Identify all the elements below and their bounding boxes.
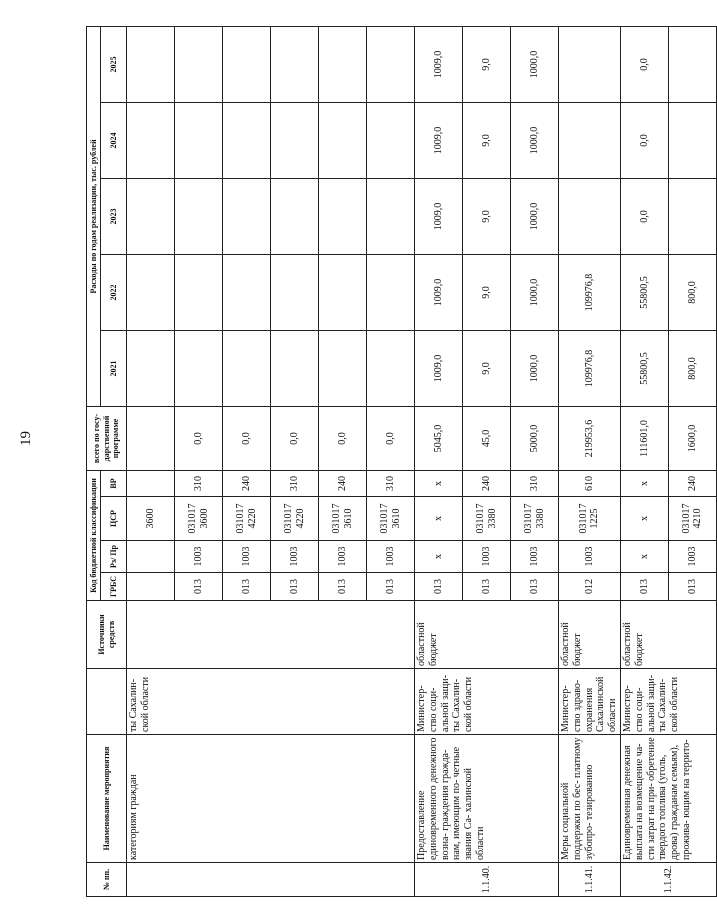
cell-csr: 031017 3600 (175, 497, 223, 541)
cell-y2023 (271, 178, 319, 254)
cell-y2023 (668, 178, 716, 254)
cell-csr: 031017 4220 (271, 497, 319, 541)
cell-y2022 (223, 254, 271, 330)
cell-y2025: 1009,0 (415, 26, 463, 102)
cell-y2025 (175, 26, 223, 102)
cell-y2024 (127, 102, 175, 178)
cell-vr (127, 470, 175, 496)
cell-grbs: 013 (319, 573, 367, 601)
cell-rzpr: 1003 (511, 541, 559, 573)
item-no: 1.1.41. (559, 863, 621, 897)
cell-y2022: 800,0 (668, 254, 716, 330)
cell-grbs: 013 (415, 573, 463, 601)
header-year-2025: 2025 (101, 26, 127, 102)
cell-rzpr: 1003 (223, 541, 271, 573)
budget-table-sheet (86, 27, 704, 897)
cell-y2023 (367, 178, 415, 254)
item-name: Предоставление единовременного денежного возна- граждения гражда- нам, имеющим по- четные звания Са- халинской области (415, 735, 559, 863)
cell-vr: 310 (367, 470, 415, 496)
cell-grbs: 012 (559, 573, 621, 601)
cell-y2024 (367, 102, 415, 178)
cell-csr: 031017 3380 (511, 497, 559, 541)
table-row (559, 26, 621, 896)
cell-y2025 (319, 26, 367, 102)
cell-csr: 031017 3380 (463, 497, 511, 541)
cell-y2023: 1000,0 (511, 178, 559, 254)
cell-grbs: 013 (511, 573, 559, 601)
cell-y2022 (367, 254, 415, 330)
cell-y2021 (175, 330, 223, 406)
cell-y2021 (367, 330, 415, 406)
cell-grbs: 013 (620, 573, 668, 601)
cell-y2025: 0,0 (620, 26, 668, 102)
cell-y2024: 1000,0 (511, 102, 559, 178)
table-row (620, 26, 668, 896)
header-year-2021: 2021 (101, 330, 127, 406)
table-row (415, 26, 463, 896)
cell-y2024 (223, 102, 271, 178)
cell-y2021: 9,0 (463, 330, 511, 406)
cell-total: 5045,0 (415, 406, 463, 470)
cell-y2022 (127, 254, 175, 330)
cell-y2025 (223, 26, 271, 102)
cell-y2022: 55800,5 (620, 254, 668, 330)
cell-y2024 (175, 102, 223, 178)
cell-y2024 (319, 102, 367, 178)
cell-y2024: 1009,0 (415, 102, 463, 178)
header-rzpr: Рз/ Пр (101, 541, 127, 573)
cell-y2021 (223, 330, 271, 406)
header-year-2023: 2023 (101, 178, 127, 254)
cell-rzpr: х (415, 541, 463, 573)
page-number: 19 (18, 431, 34, 446)
cell-y2022: 109976,8 (559, 254, 621, 330)
cell-y2021 (127, 330, 175, 406)
cell-total: 0,0 (223, 406, 271, 470)
cell-total: 45,0 (463, 406, 511, 470)
item-name: Единовременная денежная выплата на возмещение ча- сти затрат на при- обретение твердого топлива (уголь, дрова) гражданам семьям), прожива- ющим на террито- (620, 735, 716, 863)
item-name: категориям граждан (127, 735, 415, 863)
table-row (127, 26, 175, 896)
cell-grbs (127, 573, 175, 601)
cell-y2025 (668, 26, 716, 102)
cell-total: 111601,0 (620, 406, 668, 470)
cell-y2021: 1009,0 (415, 330, 463, 406)
item-source: областной бюджет (620, 601, 716, 669)
cell-y2023 (223, 178, 271, 254)
cell-vr: 310 (271, 470, 319, 496)
cell-y2025 (127, 26, 175, 102)
cell-grbs: 013 (463, 573, 511, 601)
cell-y2024: 9,0 (463, 102, 511, 178)
cell-csr: х (415, 497, 463, 541)
cell-vr: х (415, 470, 463, 496)
cell-y2022 (175, 254, 223, 330)
cell-y2022: 1000,0 (511, 254, 559, 330)
cell-y2022: 1009,0 (415, 254, 463, 330)
cell-vr: 240 (668, 470, 716, 496)
cell-grbs: 013 (271, 573, 319, 601)
cell-rzpr: 1003 (668, 541, 716, 573)
cell-grbs: 013 (668, 573, 716, 601)
item-source: областной бюджет (559, 601, 621, 669)
cell-y2024 (668, 102, 716, 178)
cell-rzpr (127, 541, 175, 573)
cell-total: 0,0 (271, 406, 319, 470)
cell-csr: 031017 1225 (559, 497, 621, 541)
cell-y2022: 9,0 (463, 254, 511, 330)
cell-csr: 031017 4220 (223, 497, 271, 541)
cell-y2023 (175, 178, 223, 254)
item-no: 1.1.40. (415, 863, 559, 897)
cell-y2023 (319, 178, 367, 254)
header-name: Наименование мероприятия (87, 735, 127, 863)
cell-y2025 (367, 26, 415, 102)
cell-csr: 3600 (127, 497, 175, 541)
cell-y2022 (271, 254, 319, 330)
cell-y2023 (559, 178, 621, 254)
item-no (127, 863, 415, 897)
cell-y2021: 800,0 (668, 330, 716, 406)
cell-grbs: 013 (223, 573, 271, 601)
item-executor: Министер- ство соци- альной защи- ты Сахалин- ской области (620, 669, 716, 735)
cell-grbs: 013 (175, 573, 223, 601)
cell-rzpr: 1003 (319, 541, 367, 573)
cell-vr: 310 (511, 470, 559, 496)
budget-table (86, 26, 717, 897)
header-expenses: Расходы по годам реализации, тыс. рублей (87, 26, 101, 406)
cell-total: 0,0 (367, 406, 415, 470)
item-source (127, 601, 415, 669)
cell-y2024: 0,0 (620, 102, 668, 178)
cell-y2024 (559, 102, 621, 178)
table-body (127, 26, 717, 896)
cell-y2025 (559, 26, 621, 102)
cell-csr: 031017 3610 (319, 497, 367, 541)
cell-vr: 240 (463, 470, 511, 496)
header-source: Источники средств (87, 601, 127, 669)
cell-vr: 610 (559, 470, 621, 496)
header-total: всего по госу- дарственной программе (87, 406, 127, 470)
cell-vr: 240 (223, 470, 271, 496)
header-year-2022: 2022 (101, 254, 127, 330)
item-executor: Министер- ство соци- альной защи- ты Сахалин- ской области (415, 669, 559, 735)
cell-total: 219953,6 (559, 406, 621, 470)
cell-y2021: 55800,5 (620, 330, 668, 406)
item-executor: Министер- ство здраво- охранения Сахалинской области (559, 669, 621, 735)
cell-csr: х (620, 497, 668, 541)
cell-total: 5000,0 (511, 406, 559, 470)
cell-total: 1600,0 (668, 406, 716, 470)
cell-vr: 310 (175, 470, 223, 496)
cell-y2021: 1000,0 (511, 330, 559, 406)
cell-y2023: 0,0 (620, 178, 668, 254)
cell-y2022 (319, 254, 367, 330)
header-year-2024: 2024 (101, 102, 127, 178)
cell-rzpr: 1003 (175, 541, 223, 573)
item-executor: ты Сахалин- ской области (127, 669, 415, 735)
cell-csr: 031017 3610 (367, 497, 415, 541)
cell-total (127, 406, 175, 470)
cell-rzpr: 1003 (271, 541, 319, 573)
header-vr: ВР (101, 470, 127, 496)
cell-grbs: 013 (367, 573, 415, 601)
cell-vr: 240 (319, 470, 367, 496)
header-csr: ЦСР (101, 497, 127, 541)
cell-y2025 (271, 26, 319, 102)
item-no: 1.1.42. (620, 863, 716, 897)
cell-y2023 (127, 178, 175, 254)
cell-total: 0,0 (319, 406, 367, 470)
cell-vr: х (620, 470, 668, 496)
cell-rzpr: 1003 (463, 541, 511, 573)
item-source: областной бюджет (415, 601, 559, 669)
cell-total: 0,0 (175, 406, 223, 470)
cell-rzpr: х (620, 541, 668, 573)
header-grbs: ГРБС (101, 573, 127, 601)
cell-rzpr: 1003 (367, 541, 415, 573)
cell-y2023: 9,0 (463, 178, 511, 254)
cell-y2021 (319, 330, 367, 406)
cell-y2021: 109976,8 (559, 330, 621, 406)
header-budget-code: Код бюджетной классификации (87, 470, 101, 600)
cell-rzpr: 1003 (559, 541, 621, 573)
header-executor (87, 669, 127, 735)
cell-y2025: 1000,0 (511, 26, 559, 102)
cell-y2024 (271, 102, 319, 178)
cell-y2021 (271, 330, 319, 406)
item-name: Меры социальной поддержки по бес- платному зубопро- тезированию (559, 735, 621, 863)
cell-csr: 031017 4210 (668, 497, 716, 541)
cell-y2025: 9,0 (463, 26, 511, 102)
header-no: № пп. (87, 863, 127, 897)
cell-y2023: 1009,0 (415, 178, 463, 254)
